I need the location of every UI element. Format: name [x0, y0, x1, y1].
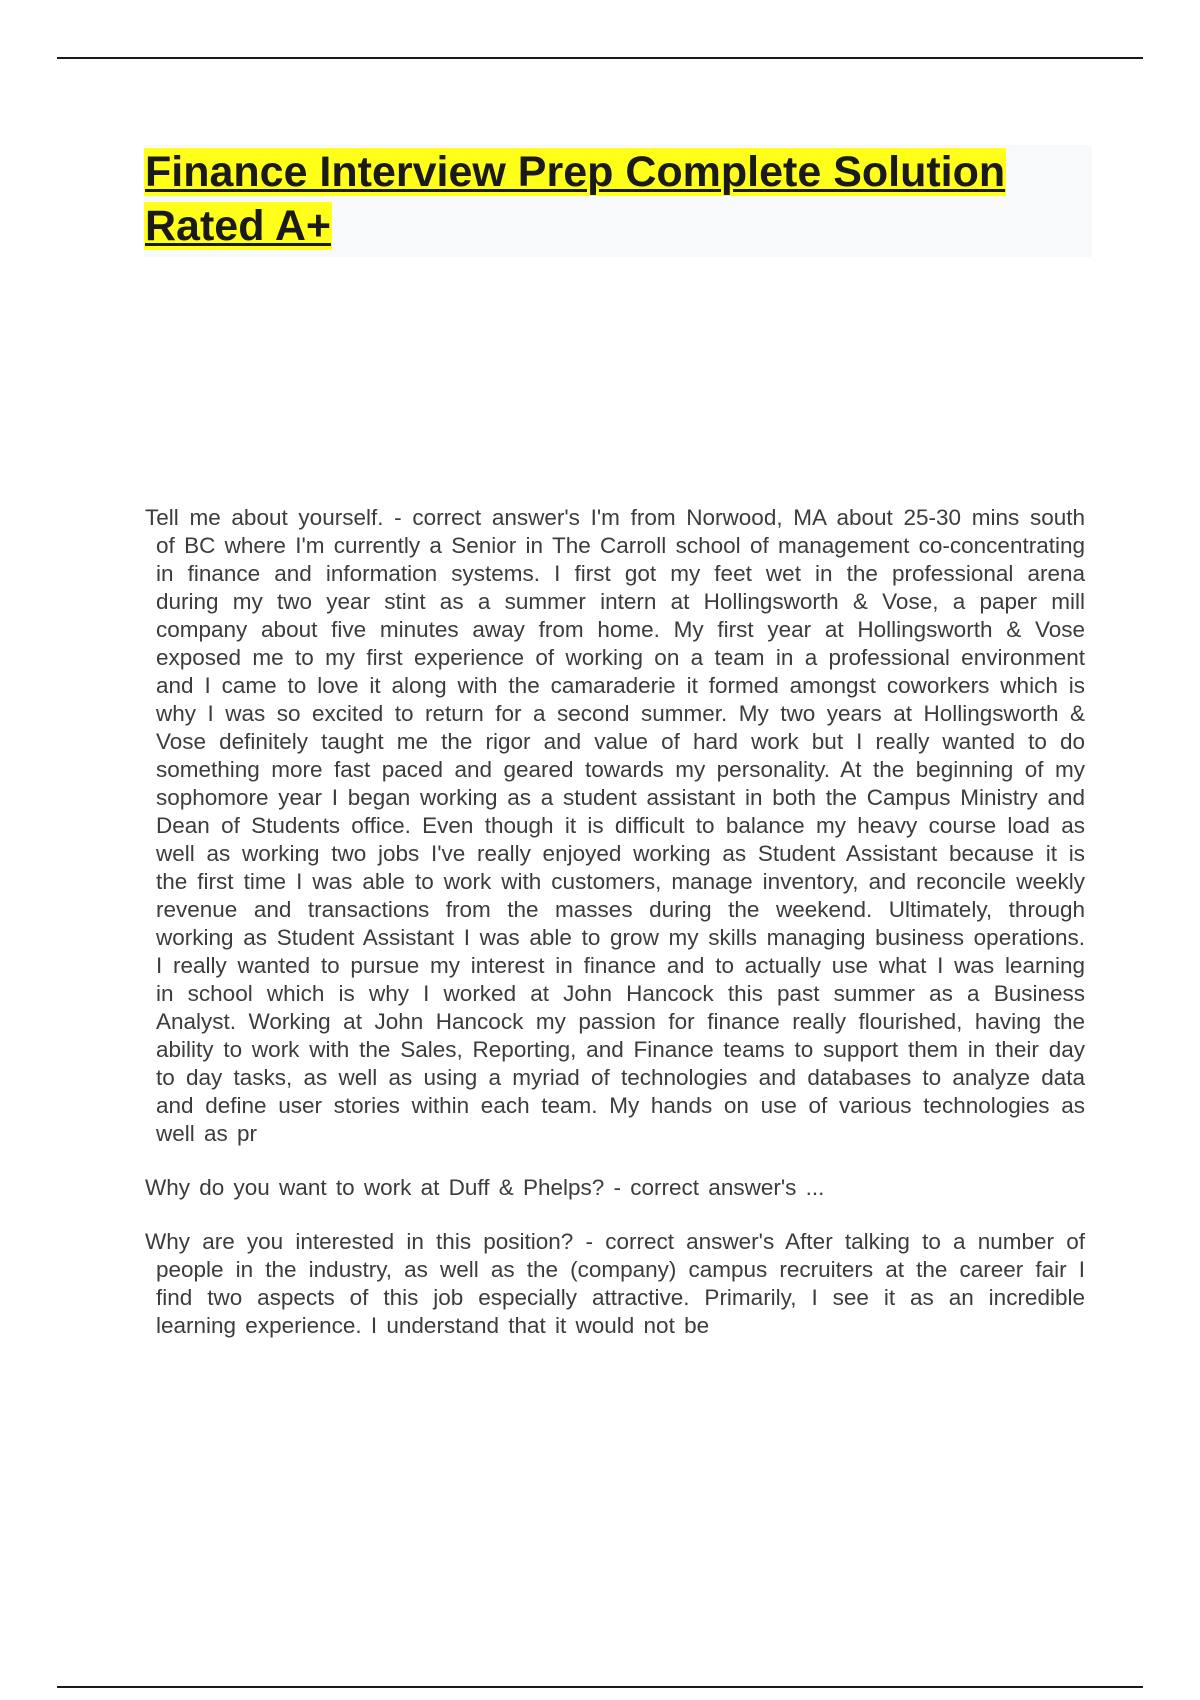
bottom-rule [57, 1686, 1143, 1688]
title-block [144, 145, 1092, 257]
title-highlight: Finance Interview Prep Complete Solution Rated A+ [145, 148, 1006, 250]
document-title [144, 145, 1092, 253]
qa-entry-why-interested-in-position: Why are you interested in this position? - correct answer's After talking to a number of people in the industry, as well as the (company) campus recruiters at the career fair I find two aspects of this job especially attractive. Primarily, I see it as an incredible learning experience. I understand that it would not be [145, 1229, 1085, 1338]
qa-entry-tell-me-about-yourself: Tell me about yourself. - correct answer's I'm from Norwood, MA about 25-30 mins south of BC where I'm currently a Senior in The Carroll school of management co-concentrating in finance and information systems. I first got my feet wet in the professional arena during my two year stint as a summer intern at Hollingsworth & Vose, a paper mill company about five minutes away from home. My first year at Hollingsworth & Vose exposed me to my first experience of working on a team in a professional environment and I came to love it along with the camaraderie it formed amongst coworkers which is why I was so excited to return for a second summer. My two years at Hollingsworth & Vose definitely taught me the rigor and value of hard work but I really wanted to do something more fast paced and geared towards my personality. At the beginning of my sophomore year I began working as a student assistant in both the Campus Ministry and Dean of Students office. Even though it is difficult to balance my heavy course load as well as working two jobs I've really enjoyed working as Student Assistant because it is the first time I was able to work with customers, manage inventory, and reconcile weekly revenue and transactions from the masses during the weekend. Ultimately, through working as Student Assistant I was able to grow my skills managing business operations. I really wanted to pursue my interest in finance and to actually use what I was learning in school which is why I worked at John Hancock this past summer as a Business Analyst. Working at John Hancock my passion for finance really flourished, having the ability to work with the Sales, Reporting, and Finance teams to support them in their day to day tasks, as well as using a myriad of technologies and databases to analyze data and define user stories within each team. My hands on use of various technologies as well as pr [145, 505, 1085, 1146]
top-rule [57, 57, 1143, 59]
qa-entry-why-duff-and-phelps: Why do you want to work at Duff & Phelps? - correct answer's ... [145, 1175, 825, 1200]
document-body [145, 504, 1085, 1366]
